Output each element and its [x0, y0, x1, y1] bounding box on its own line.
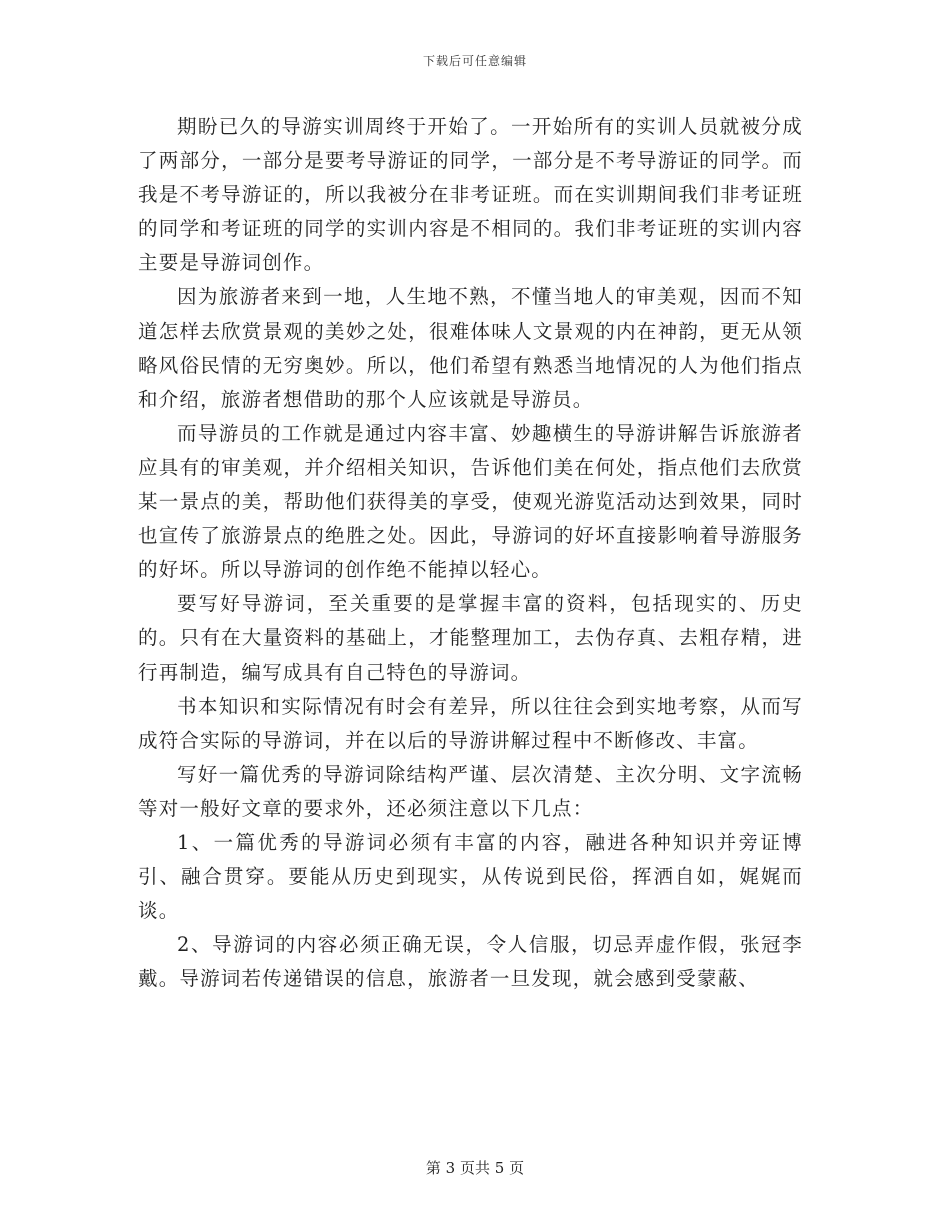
page-number: 第 3 页共 5 页: [425, 1159, 525, 1177]
paragraph: 1、一篇优秀的导游词必须有丰富的内容，融进各种知识并旁证博引、融合贯穿。要能从历史到现实，从传说到民俗，挥洒自如，娓娓而谈。: [138, 830, 803, 923]
paragraph: 因为旅游者来到一地，人生地不熟，不懂当地人的审美观，因而不知道怎样去欣赏景观的美妙之处，很难体味人文景观的内在神韵，更无从领略风俗民情的无穷奥妙。所以，他们希望有熟悉当地情况的人为他们指点和介绍，旅游者想借助的那个人应该就是导游员。: [138, 285, 803, 411]
paragraph: 要写好导游词，至关重要的是掌握丰富的资料，包括现实的、历史的。只有在大量资料的基础上，才能整理加工，去伪存真、去粗存精，进行再制造，编写成具有自己特色的导游词。: [138, 592, 803, 684]
paragraph: 期盼已久的导游实训周终于开始了。一开始所有的实训人员就被分成了两部分，一部分是要考导游证的同学，一部分是不考导游证的同学。而我是不考导游证的，所以我被分在非考证班。而在实训期间我们非考证班的同学和考证班的同学的实训内容是不相同的。我们非考证班的实训内容主要是导游词创作。: [138, 115, 803, 275]
page-header: 下载后可任意编辑: [422, 54, 527, 68]
paragraph: 写好一篇优秀的导游词除结构严谨、层次清楚、主次分明、文字流畅等对一般好文章的要求外，还必须注意以下几点：: [138, 762, 803, 820]
paragraph: 书本知识和实际情况有时会有差异，所以往往会到实地考察，从而写成符合实际的导游词，并在以后的导游讲解过程中不断修改、丰富。: [138, 694, 803, 752]
paragraph: 而导游员的工作就是通过内容丰富、妙趣横生的导游讲解告诉旅游者应具有的审美观，并介绍相关知识，告诉他们美在何处，指点他们去欣赏某一景点的美，帮助他们获得美的享受，使观光游览活动达到效果，同时也宣传了旅游景点的绝胜之处。因此，导游词的好坏直接影响着导游服务的好坏。所以导游词的创作绝不能掉以轻心。: [138, 421, 803, 582]
paragraph: 2、导游词的内容必须正确无误，令人信服，切忌弄虚作假，张冠李戴。导游词若传递错误的信息，旅游者一旦发现，就会感到受蒙蔽、: [138, 933, 803, 991]
document-body: [138, 110, 803, 996]
